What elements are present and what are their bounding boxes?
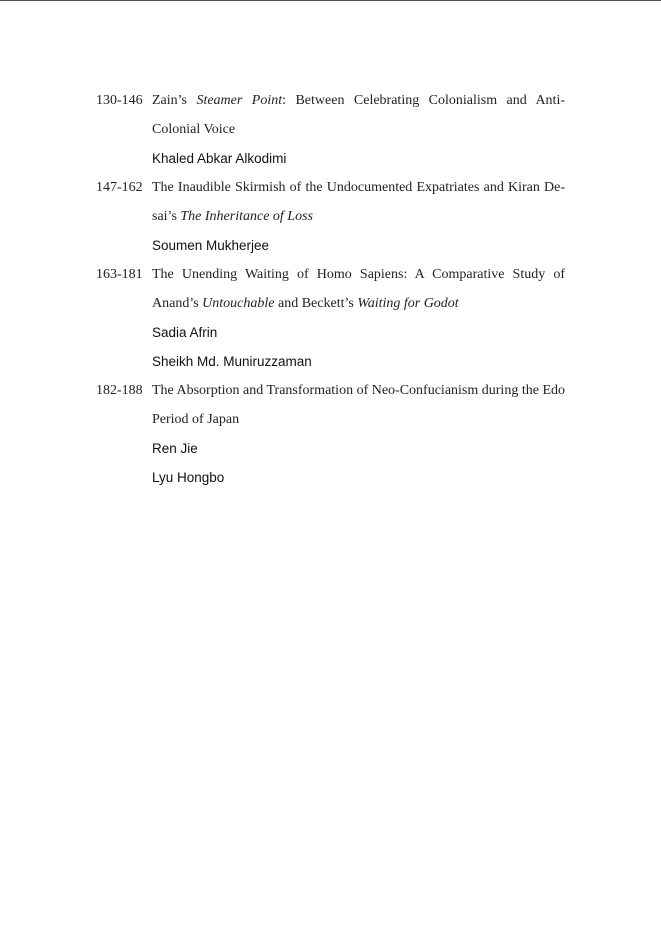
author-name: Soumen Mukherjee [152,238,270,253]
title-segment: The Absorption and Transformation of Neo-Confucianism during the Edo [152,383,565,398]
toc-entry [0,260,661,376]
article-title-line [152,86,565,115]
title-segment: and Beckett’s [274,296,358,311]
page-range: 163-181 [96,267,143,282]
article-title [152,86,565,144]
author-name: Lyu Hongbo [152,470,225,485]
toc-entry [0,376,661,492]
title-segment: Zain’s [152,93,197,108]
article-title [152,376,565,434]
title-segment: Period of Japan [152,412,240,427]
article-title-line [152,289,565,318]
title-segment: Anand’s [152,296,203,311]
title-segment: : Between Celebrating Colonialism and Anti- [282,93,566,108]
toc-entry [0,173,661,260]
title-segment: The Unending Waiting of Homo Sapiens: A Comparative Study of [152,267,565,282]
article-title [152,173,565,231]
page-range: 147-162 [96,180,143,195]
article-title-line [152,405,565,434]
italic-title-segment: Waiting for Godot [357,296,459,311]
toc-entry [0,86,661,173]
title-segment: sai’s [152,209,181,224]
title-segment: Colonial Voice [152,122,236,137]
title-segment: The Inaudible Skirmish of the Undocumented Expatriates and Kiran De- [152,180,565,195]
author-name: Ren Jie [152,441,198,456]
article-title [152,260,565,318]
page-range: 130-146 [96,93,143,108]
italic-title-segment: Steamer Point [196,93,283,108]
article-title-line [152,202,565,231]
article-title-line [152,115,565,144]
author-name: Sadia Afrin [152,325,218,340]
author-name: Sheikh Md. Muniruzzaman [152,354,312,369]
italic-title-segment: The Inheritance of Loss [180,209,313,224]
author-name: Khaled Abkar Alkodimi [152,151,287,166]
article-title-line [152,260,565,289]
page-range: 182-188 [96,383,143,398]
article-title-line [152,376,565,405]
top-border [0,0,661,1]
italic-title-segment: Untouchable [202,296,275,311]
article-title-line [152,173,565,202]
